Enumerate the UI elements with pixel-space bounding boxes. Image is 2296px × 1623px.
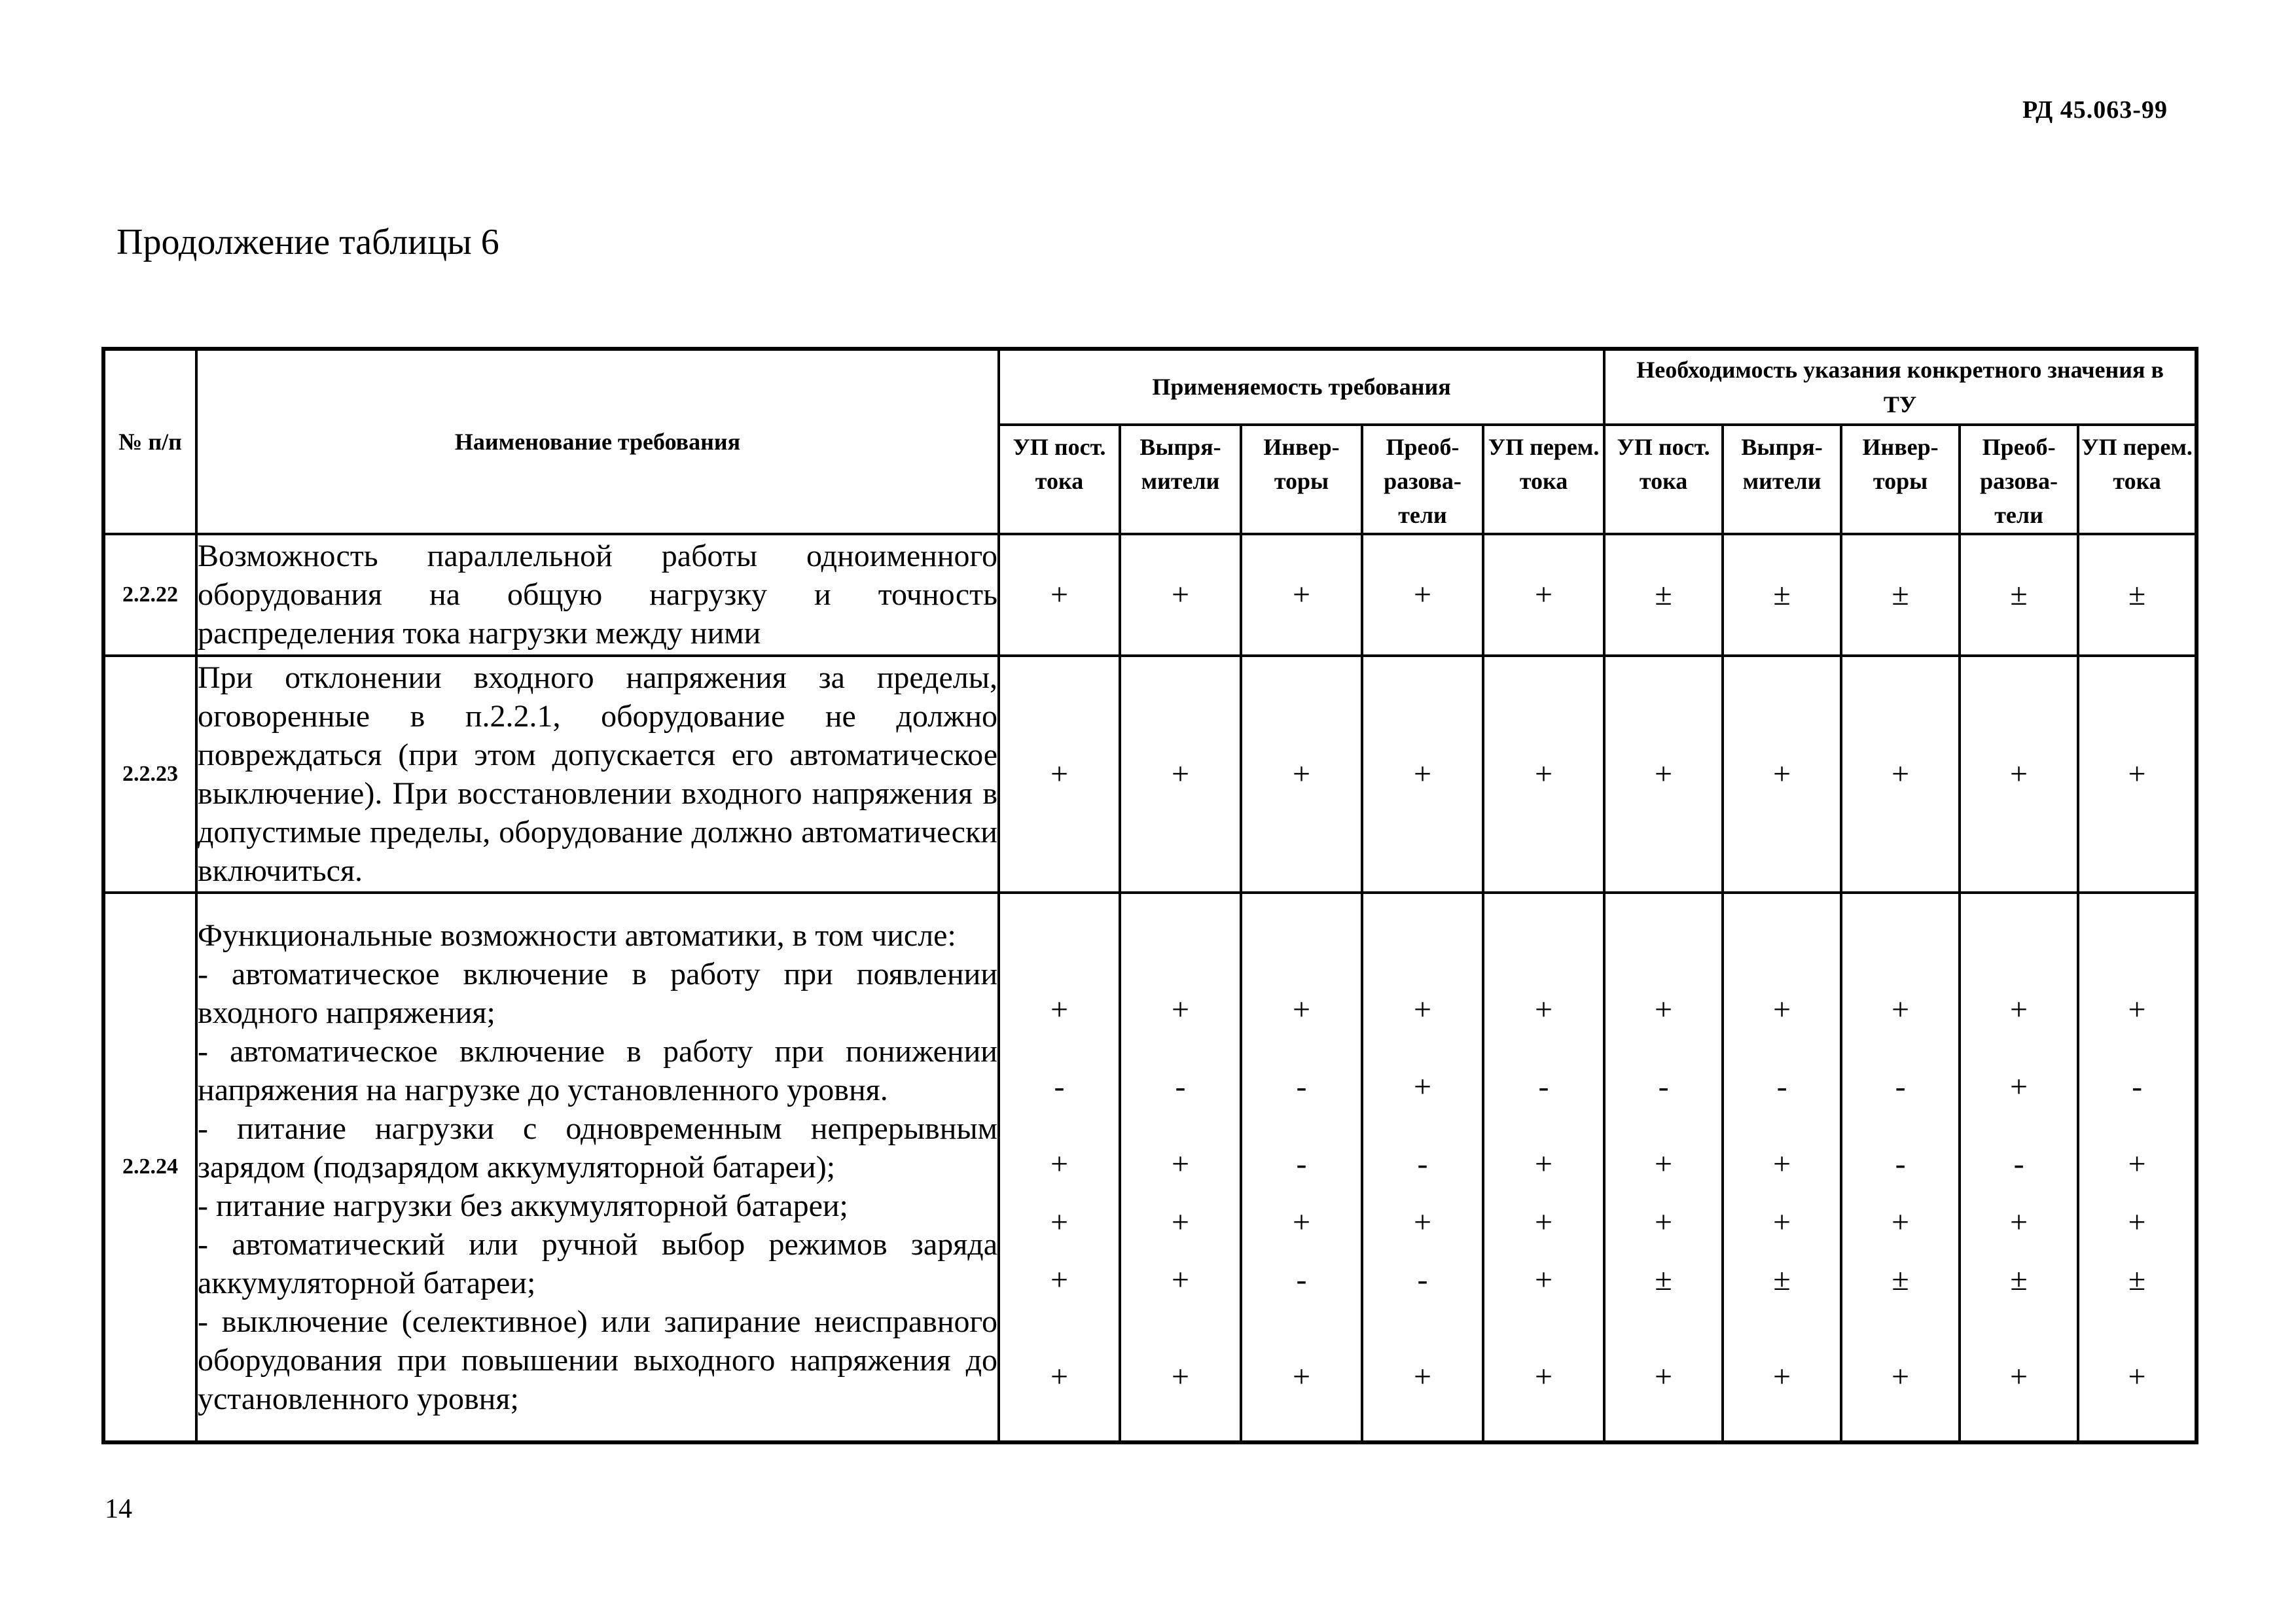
marks-column (1605, 894, 1721, 1435)
mark-stack (2078, 893, 2197, 1442)
mark-stack (1241, 893, 1362, 1442)
requirement-item: - автоматическое включение в работу при появлении входного напряжения; (198, 956, 997, 1030)
mark-stack (1120, 893, 1241, 1442)
marks-column (1724, 894, 1840, 1435)
requirement-item: - питание нагрузки без аккумуляторной батареи; (198, 1188, 848, 1223)
mark-cell: + (1171, 991, 1190, 1027)
mark-cell: + (2010, 991, 2028, 1027)
column-header-rectifiers-spec: Выпря-мители (1723, 425, 1841, 534)
row-number: 2.2.24 (103, 893, 196, 1442)
mark-cell: + (1050, 1359, 1069, 1394)
mark-cell: + (1534, 991, 1553, 1027)
document-code: РД 45.063-99 (2022, 96, 2168, 124)
mark-cell: + (1171, 1204, 1190, 1240)
mark-cell: + (1241, 656, 1362, 893)
marks-column (1961, 894, 2077, 1435)
mark-cell: + (1292, 1204, 1311, 1240)
marks-column (1484, 894, 1603, 1435)
row-number: 2.2.23 (103, 656, 196, 893)
requirement-text: Возможность параллельной работы одноименного оборудования на общую нагрузку и точность распределения тока нагрузки между ними (196, 534, 999, 656)
mark-cell: + (1655, 1204, 1673, 1240)
mark-cell: + (1655, 991, 1673, 1027)
mark-cell: + (1655, 1359, 1673, 1394)
column-header-ac-ups-spec: УП перем. тока (2078, 425, 2197, 534)
mark-cell: ± (2078, 534, 2197, 656)
marks-column (1842, 894, 1958, 1435)
mark-stack (1604, 893, 1723, 1442)
mark-cell: + (2128, 991, 2146, 1027)
requirement-intro: Функциональные возможности автоматики, в том числе: (198, 918, 956, 953)
mark-cell: + (1171, 1262, 1190, 1297)
mark-stack (999, 893, 1120, 1442)
mark-cell: + (1892, 1359, 1910, 1394)
column-header-dc-ups-spec: УП пост. тока (1604, 425, 1723, 534)
mark-cell: + (1534, 1146, 1553, 1181)
mark-cell: + (1362, 534, 1483, 656)
requirement-text: При отклонении входного напряжения за пределы, оговоренные в п.2.2.1, оборудование не должно повреждаться (при этом допускается его автоматическое выключение). При восстановлении входного напряжения в допустимые пределы, оборудование должно автоматически включиться. (196, 656, 999, 893)
mark-stack (1723, 893, 1841, 1442)
mark-cell: - (1658, 1069, 1669, 1104)
marks-column (1363, 894, 1482, 1435)
mark-cell: + (1171, 1359, 1190, 1394)
mark-cell: ± (1723, 534, 1841, 656)
mark-cell: + (1050, 1204, 1069, 1240)
mark-cell: + (1050, 1146, 1069, 1181)
mark-stack (1841, 893, 1960, 1442)
column-header-dc-ups: УП пост. тока (999, 425, 1120, 534)
mark-cell: + (1773, 991, 1791, 1027)
column-header-number: № п/п (103, 349, 196, 534)
mark-cell: + (999, 656, 1120, 893)
requirement-item: - автоматический или ручной выбор режимов заряда аккумуляторной батареи; (198, 1226, 997, 1300)
marks-column (1121, 894, 1240, 1435)
marks-column (2079, 894, 2195, 1435)
mark-cell: - (1417, 1146, 1428, 1181)
mark-cell: + (1723, 656, 1841, 893)
mark-cell: + (1483, 534, 1604, 656)
mark-stack (1483, 893, 1604, 1442)
group-header-applicability: Применяемость требования (999, 349, 1604, 425)
column-header-converters: Преоб-разова-тели (1362, 425, 1483, 534)
mark-cell: ± (1892, 1262, 1909, 1297)
mark-cell: + (1841, 656, 1960, 893)
mark-cell: - (1776, 1069, 1787, 1104)
mark-cell: + (2128, 1146, 2146, 1181)
mark-cell: + (1604, 656, 1723, 893)
mark-stack (1362, 893, 1483, 1442)
table-row (103, 893, 2197, 1442)
page-number: 14 (105, 1494, 132, 1524)
mark-cell: ± (2128, 1262, 2146, 1297)
mark-cell: + (1171, 1146, 1190, 1181)
mark-cell: ± (1604, 534, 1723, 656)
mark-cell: + (1655, 1146, 1673, 1181)
column-header-inverters-spec: Инвер-торы (1841, 425, 1960, 534)
mark-cell: + (2010, 1204, 2028, 1240)
row-number: 2.2.22 (103, 534, 196, 656)
column-header-rectifiers: Выпря-мители (1120, 425, 1241, 534)
mark-cell: + (1534, 1262, 1553, 1297)
mark-cell: ± (2010, 1262, 2028, 1297)
requirement-item: - выключение (селективное) или запирание неисправного оборудования при повышении выходного напряжения до установленного уровня; (198, 1304, 997, 1416)
mark-cell: + (2010, 1359, 2028, 1394)
mark-cell: + (1120, 534, 1241, 656)
mark-cell: - (1054, 1069, 1065, 1104)
mark-cell: + (1773, 1359, 1791, 1394)
mark-cell: + (1773, 1146, 1791, 1181)
column-header-name: Наименование требования (196, 349, 999, 534)
mark-cell: - (2132, 1069, 2143, 1104)
mark-cell: - (1895, 1069, 1906, 1104)
mark-cell: - (1175, 1069, 1186, 1104)
mark-cell: + (2010, 1069, 2028, 1104)
mark-cell: - (1296, 1069, 1307, 1104)
mark-cell: + (1413, 1359, 1432, 1394)
mark-cell: + (999, 534, 1120, 656)
mark-cell: - (1895, 1146, 1906, 1181)
mark-cell: + (1960, 656, 2078, 893)
mark-cell: + (1892, 1204, 1910, 1240)
mark-cell: + (1120, 656, 1241, 893)
requirement-text (196, 893, 999, 1442)
mark-cell: - (1296, 1262, 1307, 1297)
mark-cell: ± (1841, 534, 1960, 656)
marks-column (1000, 894, 1119, 1435)
mark-cell: + (1413, 1204, 1432, 1240)
mark-cell: ± (1960, 534, 2078, 656)
group-header-specification: Необходимость указания конкретного значения в ТУ (1604, 349, 2197, 425)
mark-cell: + (1773, 1204, 1791, 1240)
table-row (103, 656, 2197, 893)
mark-cell: + (1292, 991, 1311, 1027)
table-title: Продолжение таблицы 6 (117, 222, 499, 262)
mark-cell: - (1296, 1146, 1307, 1181)
mark-stack (1960, 893, 2078, 1442)
mark-cell: - (1417, 1262, 1428, 1297)
mark-cell: ± (1773, 1262, 1791, 1297)
requirement-item: - питание нагрузки с одновременным непрерывным зарядом (подзарядом аккумуляторной батареи); (198, 1111, 997, 1185)
requirement-item: - автоматическое включение в работу при понижении напряжения на нагрузке до установленного уровня. (198, 1033, 997, 1107)
requirements-table (101, 347, 2198, 1444)
table-row (103, 534, 2197, 656)
mark-cell: - (2013, 1146, 2024, 1181)
mark-cell: + (1241, 534, 1362, 656)
mark-cell: ± (1655, 1262, 1672, 1297)
mark-cell: + (2078, 656, 2197, 893)
mark-cell: + (2128, 1204, 2146, 1240)
mark-cell: + (1362, 656, 1483, 893)
mark-cell: + (1050, 991, 1069, 1027)
mark-cell: + (2128, 1359, 2146, 1394)
mark-cell: + (1050, 1262, 1069, 1297)
column-header-inverters: Инвер-торы (1241, 425, 1362, 534)
column-header-converters-spec: Преоб-разова-тели (1960, 425, 2078, 534)
mark-cell: - (1538, 1069, 1549, 1104)
marks-column (1242, 894, 1361, 1435)
mark-cell: + (1534, 1359, 1553, 1394)
column-header-ac-ups: УП перем. тока (1483, 425, 1604, 534)
mark-cell: + (1892, 991, 1910, 1027)
mark-cell: + (1483, 656, 1604, 893)
mark-cell: + (1534, 1204, 1553, 1240)
mark-cell: + (1413, 991, 1432, 1027)
mark-cell: + (1413, 1069, 1432, 1104)
mark-cell: + (1292, 1359, 1311, 1394)
